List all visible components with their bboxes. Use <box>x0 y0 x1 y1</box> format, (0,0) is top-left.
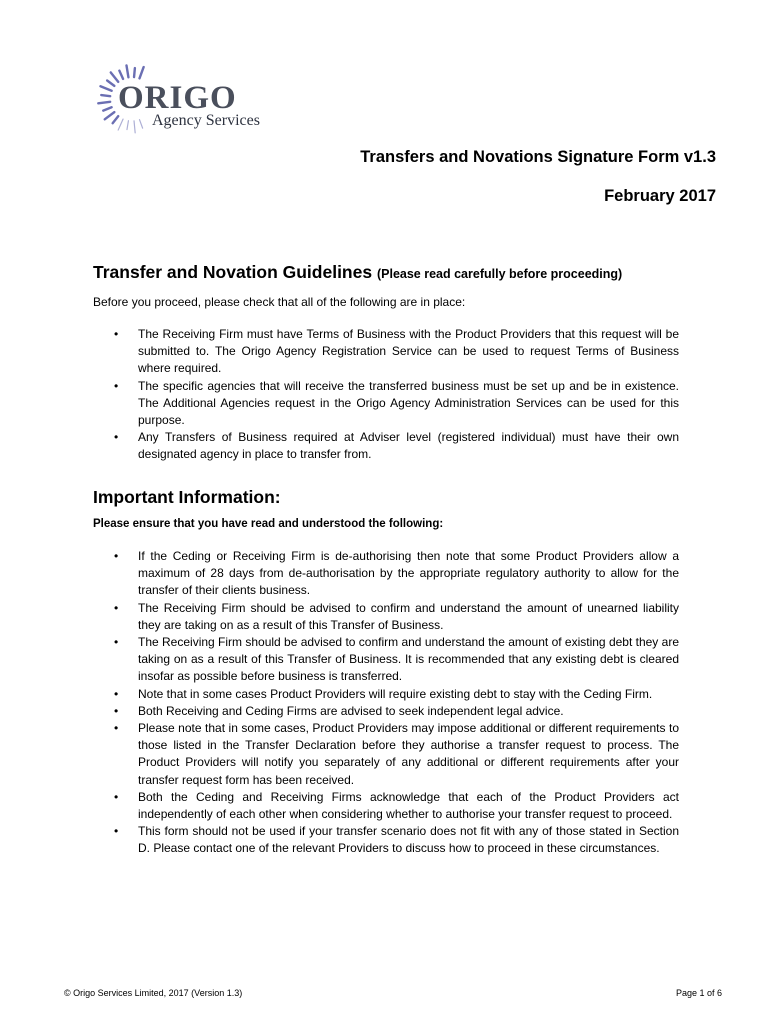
logo-ray <box>126 65 128 77</box>
list-item-text: Any Transfers of Business required at Adviser level (registered individual) must have their own designated agency in place to transfer from. <box>138 430 679 462</box>
logo-ray <box>140 120 143 128</box>
bullet-icon: • <box>114 789 119 804</box>
list-item-text: Both the Ceding and Receiving Firms acknowledge that each of the Product Providers act independently of each other when considering whether to authorise your transfer request to proceed. <box>138 789 679 822</box>
logo-subtitle: Agency Services <box>152 112 260 129</box>
list-item <box>93 548 679 600</box>
bullet-icon: • <box>114 549 119 563</box>
logo-ray <box>101 95 110 96</box>
list-item-text: The specific agencies that will receive the transferred business must be set up and be in existence. The Additional Agencies request in the Origo Agency Administration Services can be used for this purpose. <box>138 378 679 428</box>
bullet-icon: • <box>114 824 119 839</box>
form-title: Transfers and Novations Signature Form v1.3 <box>360 148 716 166</box>
list-item <box>93 634 679 686</box>
list-item-text: Note that in some cases Product Providers will require existing debt to stay with the Ceding Firm. <box>138 686 653 701</box>
guidelines-intro: Before you proceed, please check that all of the following are in place: <box>93 295 466 309</box>
bullet-icon: • <box>114 378 119 393</box>
important-list <box>93 548 679 858</box>
bullet-icon: • <box>114 327 119 341</box>
bullet-icon: • <box>114 635 119 650</box>
list-item <box>93 326 679 378</box>
bullet-icon: • <box>114 721 119 736</box>
logo-ray <box>119 71 123 79</box>
logo-ray <box>140 67 144 78</box>
guidelines-heading <box>93 262 679 283</box>
bullet-icon: • <box>114 600 119 615</box>
guidelines-section <box>93 262 679 464</box>
important-section <box>93 487 679 858</box>
list-item-text: If the Ceding or Receiving Firm is de-authorising then note that some Product Providers allow a maximum of 28 days from de-authorisation by the appropriate regulatory authority to allow for the transfer of their clients business. <box>138 549 679 598</box>
logo-ray <box>118 119 123 130</box>
origo-logo <box>92 64 312 134</box>
bullet-icon: • <box>114 686 119 701</box>
footer-page-number: Page 1 of 6 <box>675 988 722 998</box>
logo-ray <box>98 102 110 104</box>
important-subheading: Please ensure that you have read and understood the following: <box>93 518 444 530</box>
list-item-text: The Receiving Firm should be advised to confirm and understand the amount of existing debt they are taking on as a result of this Transfer of Business. It is recommended that any existing debt is cleared insofar as possible before business is transferred. <box>138 635 679 684</box>
logo-ray <box>134 121 135 133</box>
list-item-text: The Receiving Firm must have Terms of Business with the Product Providers that this request will be submitted to. The Origo Agency Registration Service can be used to request Terms of Business where required. <box>138 327 679 376</box>
list-item <box>93 789 679 823</box>
bullet-icon: • <box>114 430 119 445</box>
logo-ray <box>113 116 119 123</box>
logo-brand: ORIGO <box>118 80 237 116</box>
logo-ray <box>100 86 111 91</box>
list-item-text: This form should not be used if your transfer scenario does not fit with any of those stated in Section D. Please contact one of the relevant Providers to discuss how to proceed in these circumstances. <box>138 824 679 856</box>
list-item-text: The Receiving Firm should be advised to confirm and understand the amount of unearned liability they are taking on as a result of this Transfer of Business. <box>138 600 679 632</box>
list-item-text: Please note that in some cases, Product Providers may impose additional or different requirements to those listed in the Transfer Declaration before they authorise a transfer request to process. The Product Providers will notify you separately of any additional or different requirements after your transfer request form has been received. <box>138 721 679 787</box>
logo-ray <box>134 68 135 77</box>
form-date: February 2017 <box>604 187 716 205</box>
logo-ray <box>127 121 128 130</box>
logo-ray <box>107 80 114 85</box>
bullet-icon: • <box>114 703 119 718</box>
logo-ray <box>103 107 111 110</box>
list-item <box>93 823 679 857</box>
list-item-text: Both Receiving and Ceding Firms are advised to seek independent legal advice. <box>138 703 564 718</box>
list-item <box>93 429 679 463</box>
list-item <box>93 720 679 789</box>
guidelines-heading-note: (Please read carefully before proceeding) <box>376 267 623 281</box>
list-item <box>93 686 679 703</box>
list-item <box>93 378 679 430</box>
list-item <box>93 703 679 720</box>
guidelines-heading-text: Transfer and Novation Guidelines <box>93 262 373 282</box>
logo-ray <box>105 112 115 119</box>
important-heading: Important Information: <box>93 487 281 507</box>
footer-copyright: © Origo Services Limited, 2017 (Version 1.3) <box>64 988 243 998</box>
list-item <box>93 600 679 634</box>
guidelines-list <box>93 326 679 464</box>
